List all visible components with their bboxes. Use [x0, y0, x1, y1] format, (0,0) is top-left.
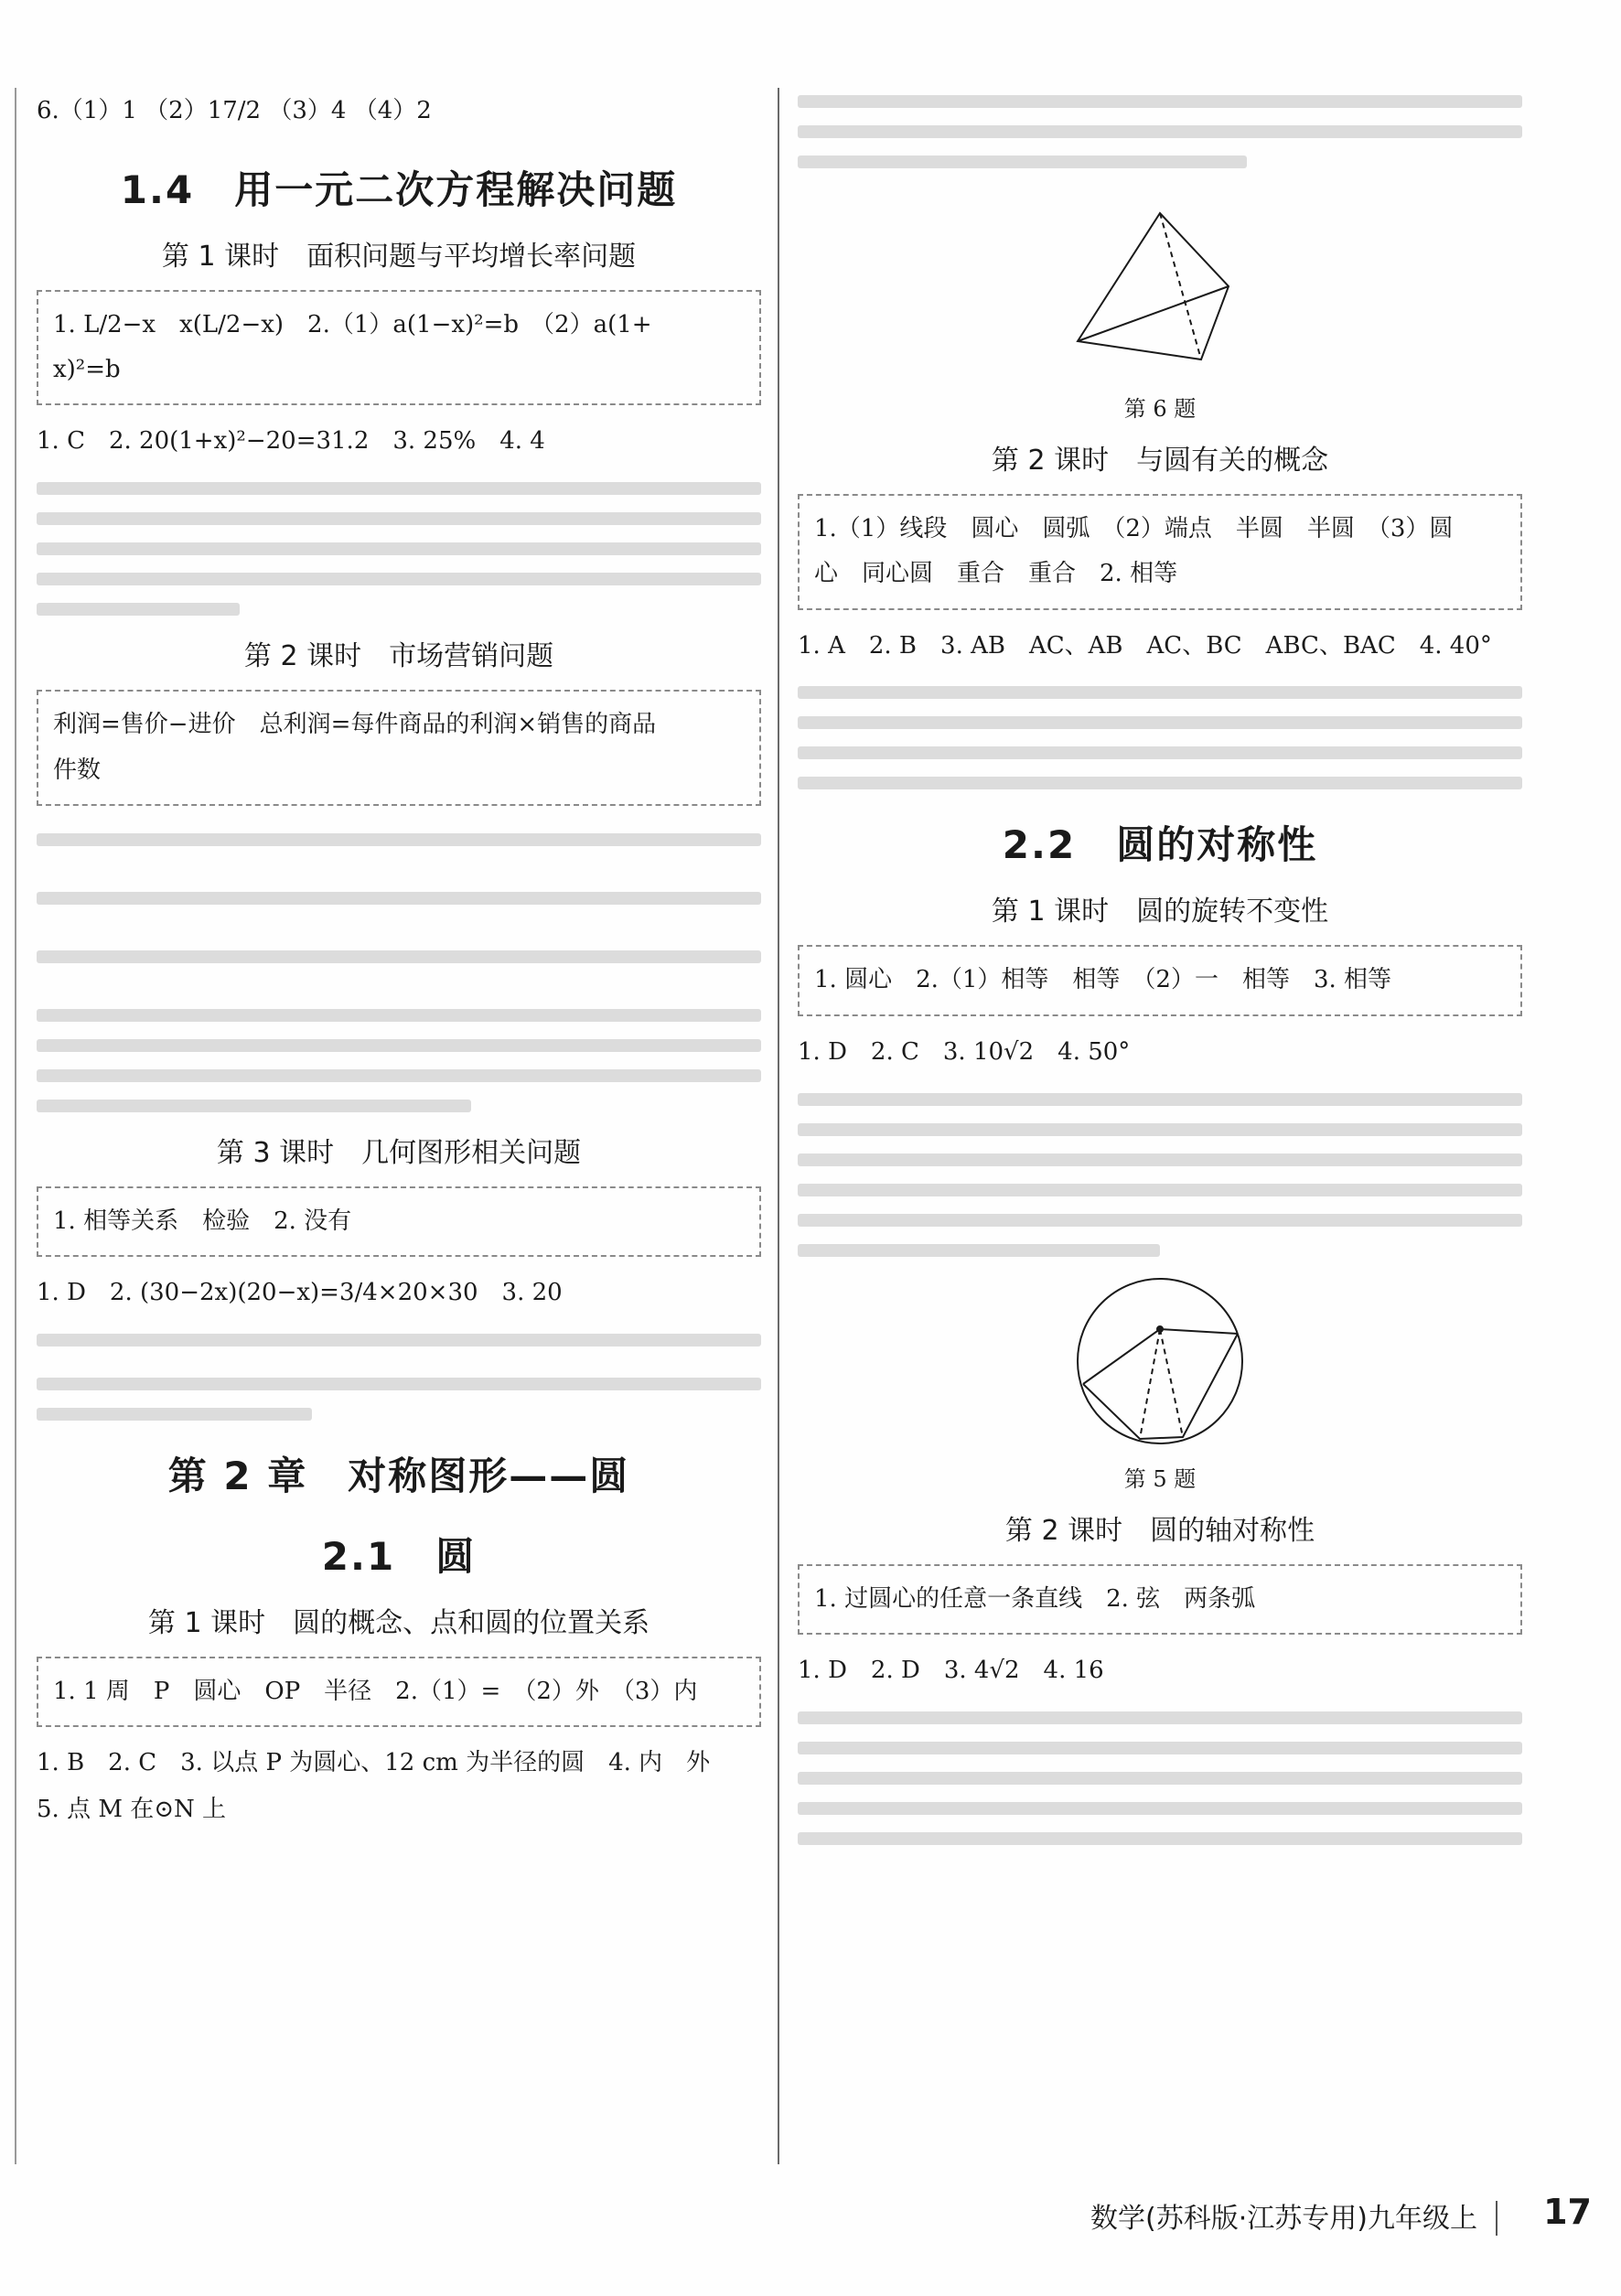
- solution-placeholder: [37, 482, 761, 616]
- concept-line: 利润=售价−进价 总利润=每件商品的利润×销售的商品: [53, 711, 657, 739]
- concept-box-circle-1: 1. 1 周 P 圆心 OP 半径 2.（1）= （2）外 （3）内: [37, 1657, 761, 1727]
- answer-line: 1. D 2. C 3. 10√2 4. 50°: [798, 1037, 1131, 1066]
- placeholder-line: [798, 1184, 1522, 1196]
- placeholder-line: [798, 777, 1522, 789]
- concept-box-lesson-2: [37, 690, 761, 806]
- lesson-title-geometry: 第 3 课时 几何图形相关问题: [216, 1136, 582, 1169]
- placeholder-line: [37, 1334, 761, 1346]
- placeholder-line: [798, 716, 1522, 729]
- placeholder-line: [798, 156, 1247, 168]
- figure-6: [798, 186, 1522, 423]
- circle-chord-diagram: [1050, 1274, 1270, 1457]
- placeholder-line: [798, 1711, 1522, 1724]
- placeholder-line: [798, 1742, 1522, 1754]
- left-column: [37, 88, 761, 1833]
- placeholder-line: [37, 512, 761, 525]
- concept-line: 1.（1）线段 圆心 圆弧 （2）端点 半圆 半圆 （3）圆: [814, 515, 1454, 542]
- concept-line: 件数: [53, 756, 102, 784]
- placeholder-line: [37, 603, 240, 616]
- concept-box-symmetry-1: 1. 圆心 2.（1）相等 相等 （2）一 相等 3. 相等: [798, 945, 1522, 1015]
- placeholder-line: [37, 573, 761, 585]
- placeholder-line: [798, 1244, 1160, 1257]
- placeholder-line: [37, 1069, 761, 1082]
- lesson-title-rotation: 第 1 课时 圆的旋转不变性: [991, 896, 1329, 928]
- section-title-2-2: 2.2 圆的对称性: [1002, 822, 1318, 868]
- solution-placeholder: [798, 686, 1522, 789]
- placeholder-line: [37, 1378, 761, 1390]
- placeholder-line: [798, 95, 1522, 108]
- placeholder-line: [37, 892, 761, 905]
- page-number: 17: [1543, 2192, 1592, 2232]
- placeholder-line: [798, 1802, 1522, 1815]
- lesson-title-circle-terms: 第 2 课时 与圆有关的概念: [991, 445, 1329, 477]
- answer-line: 1. D 2. (30−2x)(20−x)=3/4×20×30 3. 20: [37, 1279, 563, 1307]
- right-column: [798, 88, 1522, 1862]
- column-divider: [778, 88, 779, 2164]
- solution-placeholder: [798, 1711, 1522, 1845]
- concept-line: x)²=b: [53, 356, 121, 384]
- book-title: 数学(苏科版·江苏专用)九年级上: [1090, 2203, 1477, 2235]
- answer-line: 5. 点 M 在⊙N 上: [37, 1796, 227, 1824]
- placeholder-line: [37, 1039, 761, 1052]
- solution-placeholder: [798, 95, 1522, 168]
- concept-box-circle-2: [798, 494, 1522, 610]
- placeholder-line: [798, 1153, 1522, 1166]
- placeholder-line: [798, 1832, 1522, 1845]
- answer-line: 1. C 2. 20(1+x)²−20=31.2 3. 25% 4. 4: [37, 427, 545, 456]
- quadrilateral-circle-diagram: [1023, 186, 1297, 387]
- section-title-2-1: 2.1 圆: [321, 1534, 477, 1580]
- figure-caption: 第 6 题: [1123, 396, 1197, 422]
- placeholder-line: [798, 125, 1522, 138]
- placeholder-line: [37, 833, 761, 846]
- answer-line: 1. A 2. B 3. AB AC、AB AC、BC ABC、BAC 4. 40°: [798, 631, 1492, 660]
- concept-box-symmetry-2: 1. 过圆心的任意一条直线 2. 弦 两条弧: [798, 1564, 1522, 1635]
- placeholder-line: [798, 1093, 1522, 1106]
- solution-placeholder: [798, 1093, 1522, 1257]
- chapter-title: 第 2 章 对称图形——圆: [167, 1454, 630, 1499]
- lesson-title-area-growth: 第 1 课时 面积问题与平均增长率问题: [161, 240, 637, 273]
- concept-box-lesson-1: [37, 290, 761, 406]
- placeholder-line: [37, 1009, 761, 1022]
- answer-line: 1. D 2. D 3. 4√2 4. 16: [798, 1656, 1104, 1684]
- page-footer: [1006, 2192, 1592, 2250]
- placeholder-line: [798, 686, 1522, 699]
- lesson-title-circle-concept: 第 1 课时 圆的概念、点和圆的位置关系: [147, 1607, 650, 1640]
- placeholder-line: [798, 1123, 1522, 1136]
- section-title-1-4: 1.4 用一元二次方程解决问题: [120, 166, 678, 212]
- placeholder-line: [798, 1214, 1522, 1227]
- figure-5: [798, 1274, 1522, 1493]
- placeholder-line: [798, 746, 1522, 759]
- lesson-title-axis-symmetry: 第 2 课时 圆的轴对称性: [1004, 1514, 1315, 1547]
- placeholder-line: [37, 1408, 312, 1421]
- placeholder-line: [37, 482, 761, 495]
- concept-line: 心 同心圆 重合 重合 2. 相等: [814, 560, 1178, 588]
- answer-line: 1. B 2. C 3. 以点 P 为圆心、12 cm 为半径的圆 4. 内 外: [37, 1749, 711, 1777]
- question-6-answer: 6.（1）1 （2）17/2 （3）4 （4）2: [37, 97, 432, 124]
- left-margin-rule: [15, 88, 16, 2164]
- concept-box-lesson-3: 1. 相等关系 检验 2. 没有: [37, 1186, 761, 1257]
- concept-line: 1. L/2−x x(L/2−x) 2.（1）a(1−x)²=b （2）a(1+: [53, 310, 652, 338]
- solution-placeholder: [37, 833, 761, 1112]
- figure-caption: 第 5 题: [1123, 1465, 1197, 1492]
- solution-placeholder: [37, 1334, 761, 1421]
- placeholder-line: [37, 950, 761, 963]
- placeholder-line: [37, 1100, 471, 1112]
- lesson-title-marketing: 第 2 课时 市场营销问题: [243, 640, 554, 673]
- footer-divider: [1496, 2201, 1498, 2236]
- placeholder-line: [37, 542, 761, 555]
- placeholder-line: [798, 1772, 1522, 1785]
